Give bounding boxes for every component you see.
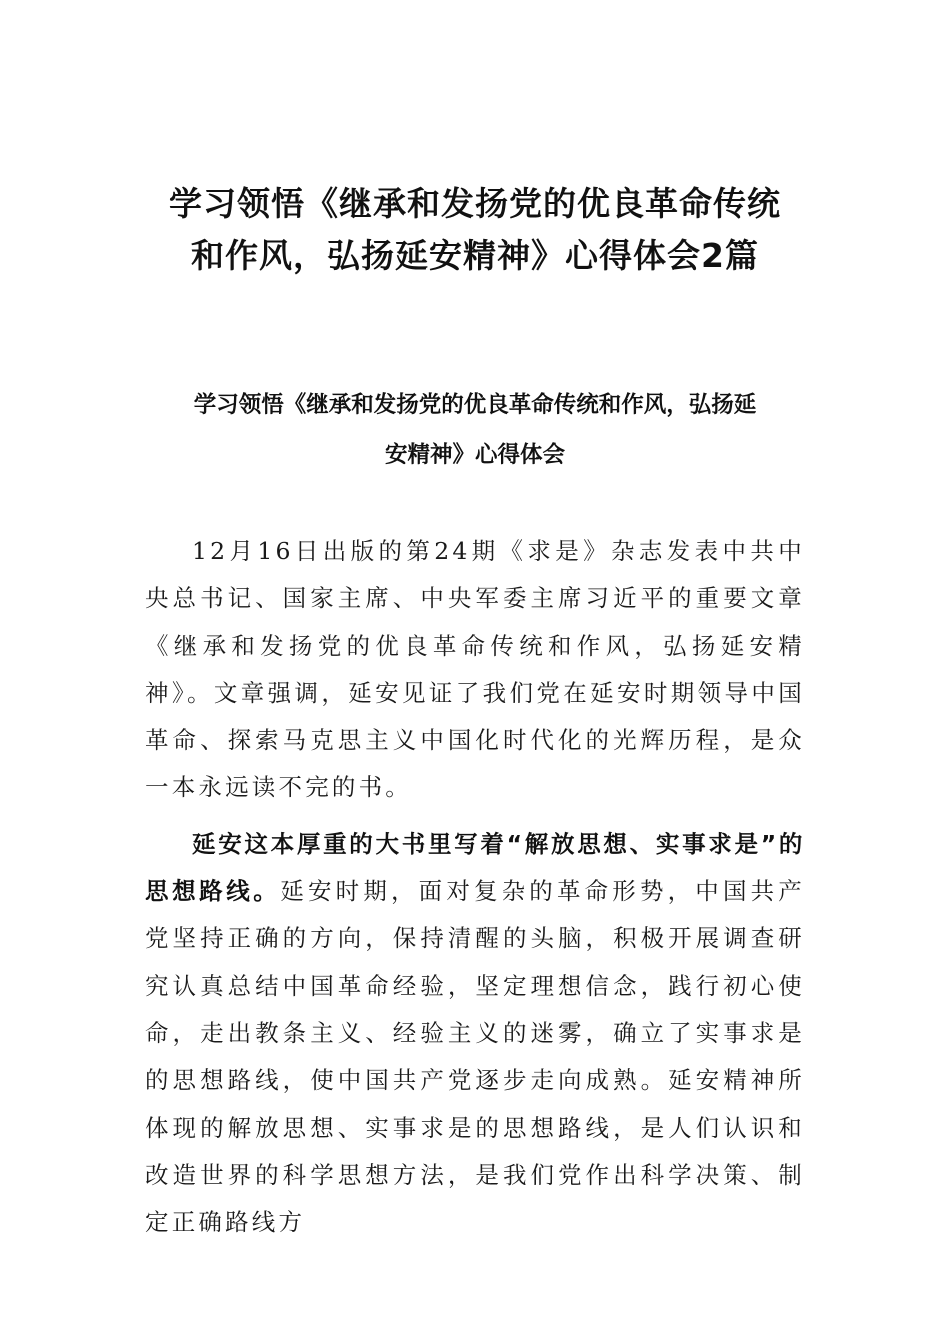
section-title [140,380,810,480]
title-line-2: 和作风，弘扬延安精神》心得体会2篇 [191,236,759,275]
title-line-1: 学习领悟《继承和发扬党的优良革命传统 [169,184,781,223]
paragraph-2 [145,821,805,1247]
section-title-line-1: 学习领悟《继承和发扬党的优良革命传统和作风，弘扬延 [193,392,757,418]
document-title [120,178,830,282]
paragraph-1: 12月16日出版的第24期《求是》杂志发表中共中央总书记、国家主席、中央军委主席习近平的重要文章《继承和发扬党的优良革命传统和作风，弘扬延安精神》。文章强调，延安见证了我们党在延安时期领导中国革命、探索马克思主义中国化时代化的光辉历程，是众一本永远读不完的书。 [145,537,805,802]
section-title-line-2: 安精神》心得体会 [384,442,565,468]
document-body [145,528,805,1246]
paragraph-2-lead: 延安这本厚重的大书里写着“解放思想、实事求是”的思想路线。 [145,829,805,906]
paragraph-2-body: 延安时期，面对复杂的革命形势，中国共产党坚持正确的方向，保持清醒的头脑，积极开展调查研究认真总结中国革命经验，坚定理想信念，践行初心使命，走出教条主义、经验主义的迷雾，确立了实事求是的思想路线，使中国共产党逐步走向成熟。延安精神所体现的解放思想、实事求是的思想路线，是人们认识和改造世界的科学思想方法，是我们党作出科学决策、制定正确路线方 [145,877,805,1237]
